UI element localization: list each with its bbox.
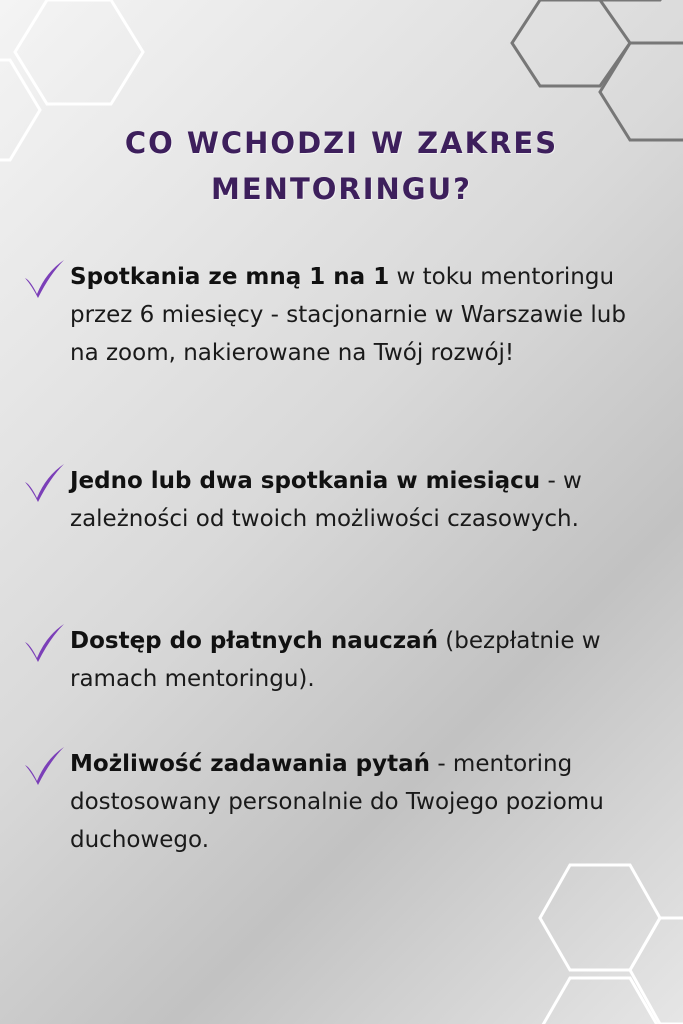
item-bold: Możliwość zadawania pytań — [70, 751, 431, 777]
list-item — [22, 258, 652, 372]
list-item — [22, 622, 652, 698]
checkmark-icon — [22, 622, 66, 662]
title-line-1: CO WCHODZI W ZAKRES — [124, 126, 559, 160]
list-item — [22, 462, 652, 538]
list-item — [22, 745, 652, 859]
checkmark-icon — [22, 462, 66, 502]
checkmark-icon — [22, 258, 66, 298]
hexagon-pattern-bottom-right — [530, 860, 683, 1024]
item-text: - mentoring dostosowany personalnie do Twojego poziomu duchowego. — [70, 751, 604, 853]
checkmark-icon — [22, 745, 66, 785]
page-title — [0, 120, 683, 212]
title-line-2: MENTORINGU? — [211, 172, 472, 206]
item-text: w toku mentoringu przez 6 miesięcy - stacjonarnie w Warszawie lub na zoom, nakierowane na Twój rozwój! — [70, 264, 626, 366]
item-text: (bezpłatnie w ramach mentoringu). — [70, 628, 601, 692]
item-bold: Spotkania ze mną 1 na 1 — [70, 264, 390, 290]
item-text: - w zależności od twoich możliwości czasowych. — [70, 468, 582, 532]
item-bold: Dostęp do płatnych nauczań — [70, 628, 438, 654]
item-bold: Jedno lub dwa spotkania w miesiącu — [70, 468, 541, 494]
